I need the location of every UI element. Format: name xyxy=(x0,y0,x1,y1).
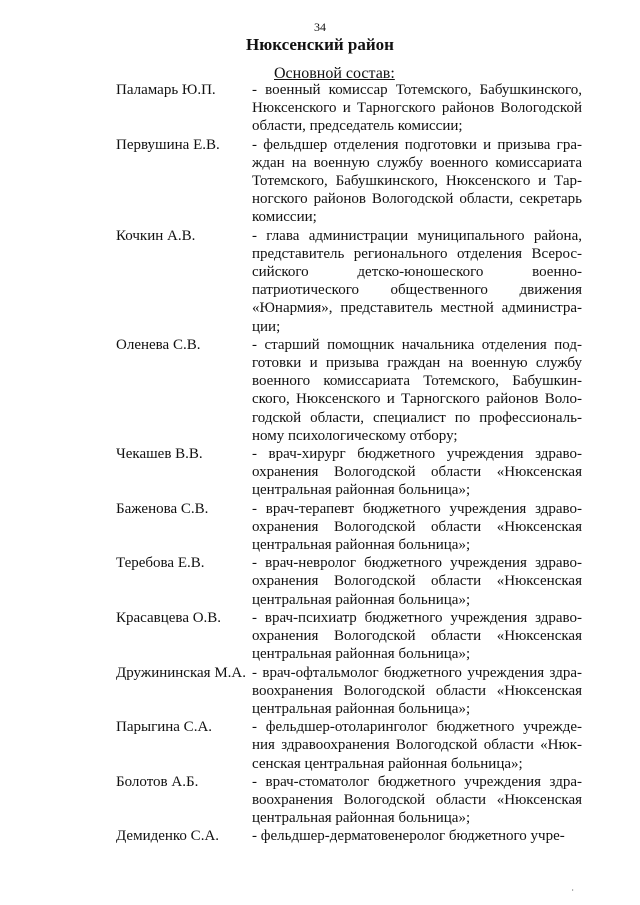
member-role-line: центральная районная больница»; xyxy=(252,810,471,827)
member-row xyxy=(116,81,582,136)
member-role xyxy=(252,336,582,445)
member-role xyxy=(252,500,582,555)
member-name: Чекашев В.В. xyxy=(116,446,203,463)
member-role-line: - фельдшер-дерматовенеролог бюджетного учре- xyxy=(252,828,565,845)
member-row xyxy=(116,336,582,445)
member-role-line: - врач-хирург бюджетного учреждения здраво- xyxy=(252,446,582,463)
member-role-line: Нюксенского и Тарногского районов Вологодской xyxy=(252,100,582,117)
member-role-line: представитель регионального отделения Всерос- xyxy=(252,245,582,262)
member-name: Кочкин А.В. xyxy=(116,227,196,244)
member-role xyxy=(252,773,582,828)
member-role-line: воохранения Вологодской области «Нюксенская xyxy=(252,791,582,808)
corner-mark: · xyxy=(571,886,574,895)
member-role-line: - фельдшер отделения подготовки и призыва гра- xyxy=(252,136,582,153)
member-role-line: центральная районная больница»; xyxy=(252,591,471,608)
member-role-line: центральная районная больница»; xyxy=(252,537,471,554)
member-role-line: Тотемского, Бабушкинского, Нюксенского и Тар- xyxy=(252,173,582,190)
member-row xyxy=(116,718,582,773)
member-role-line: охранения Вологодской области «Нюксенская xyxy=(252,573,582,590)
member-name: Паламарь Ю.П. xyxy=(116,82,216,98)
member-role-line: области, председатель комиссии; xyxy=(252,118,463,135)
member-role xyxy=(252,664,582,719)
member-role-line: - врач-психиатр бюджетного учреждения здраво- xyxy=(252,609,582,626)
member-name: Болотов А.Б. xyxy=(116,773,199,790)
member-role-line: охранения Вологодской области «Нюксенская xyxy=(252,628,582,645)
member-role-line: - врач-стоматолог бюджетного учреждения здра- xyxy=(252,773,582,790)
member-role-line: охранения Вологодской области «Нюксенская xyxy=(252,518,582,535)
member-name: Оленева С.В. xyxy=(116,336,201,353)
member-role xyxy=(252,81,582,136)
member-row xyxy=(116,664,582,719)
member-row xyxy=(116,554,582,609)
section-title: Основной состав: xyxy=(274,65,395,82)
member-role xyxy=(252,227,582,336)
member-row xyxy=(116,500,582,555)
member-role-line: сийского детско-юношеского военно- xyxy=(252,264,582,281)
member-role-line: ному психологическому отбору; xyxy=(252,427,458,444)
member-role-line: - врач-невролог бюджетного учреждения здраво- xyxy=(252,555,582,572)
member-role-line: - военный комиссар Тотемского, Бабушкинского, xyxy=(252,82,582,98)
member-row xyxy=(116,827,582,845)
member-role-line: годской области, специалист по профессиональ- xyxy=(252,409,582,426)
member-role-line: воохранения Вологодской области «Нюксенская xyxy=(252,682,582,699)
member-role xyxy=(252,136,582,227)
member-role-line: комиссии; xyxy=(252,209,317,226)
member-role-line: - врач-офтальмолог бюджетного учреждения здра- xyxy=(252,664,582,681)
member-role-line: - глава администрации муниципального района, xyxy=(252,227,582,244)
member-row xyxy=(116,773,582,828)
member-role-line: центральная районная больница»; xyxy=(252,646,471,663)
member-role-line: центральная районная больница»; xyxy=(252,700,471,717)
member-role-line: охранения Вологодской области «Нюксенская xyxy=(252,464,582,481)
member-role-line: ния здравоохранения Вологодской области «Нюк- xyxy=(252,737,582,754)
member-row xyxy=(116,136,582,227)
member-role-line: - фельдшер-отоларинголог бюджетного учрежде- xyxy=(252,719,582,736)
member-role xyxy=(252,718,582,773)
member-row xyxy=(116,227,582,336)
member-role-line: ского, Нюксенского и Тарногского районов Воло- xyxy=(252,391,582,408)
member-name: Первушина Е.В. xyxy=(116,136,220,153)
member-row xyxy=(116,609,582,664)
member-role-line: патриотического общественного движения xyxy=(252,282,582,299)
member-role-line: ции; xyxy=(252,318,281,335)
district-title: Нюксенский район xyxy=(246,35,394,54)
member-role-line: - врач-терапевт бюджетного учреждения здраво- xyxy=(252,500,582,517)
member-role xyxy=(252,609,582,664)
member-name: Дружининская М.А. xyxy=(116,664,247,681)
member-role-line: центральная районная больница»; xyxy=(252,482,471,499)
member-role-line: готовки и призыва граждан на военную службу xyxy=(252,355,582,372)
members-list xyxy=(116,81,582,846)
member-name: Парыгина С.А. xyxy=(116,719,213,736)
member-role xyxy=(252,445,582,500)
member-name: Демиденко С.А. xyxy=(116,828,220,845)
member-row xyxy=(116,445,582,500)
member-role xyxy=(252,554,582,609)
member-role-line: ногского районов Вологодской области, секретарь xyxy=(252,191,582,208)
member-role-line: сенская центральная районная больница»; xyxy=(252,755,523,772)
member-role-line: - старший помощник начальника отделения под- xyxy=(252,336,582,353)
member-role-line: ждан на военную службу военного комиссариата xyxy=(252,154,582,171)
member-name: Баженова С.В. xyxy=(116,500,209,517)
member-role xyxy=(252,827,582,845)
member-name: Красавцева О.В. xyxy=(116,609,222,626)
member-role-line: «Юнармия», представитель местной администра- xyxy=(252,300,582,317)
page-number: 34 xyxy=(314,20,326,34)
member-name: Теребова Е.В. xyxy=(116,555,205,572)
member-role-line: военного комиссариата Тотемского, Бабушкин- xyxy=(252,373,582,390)
